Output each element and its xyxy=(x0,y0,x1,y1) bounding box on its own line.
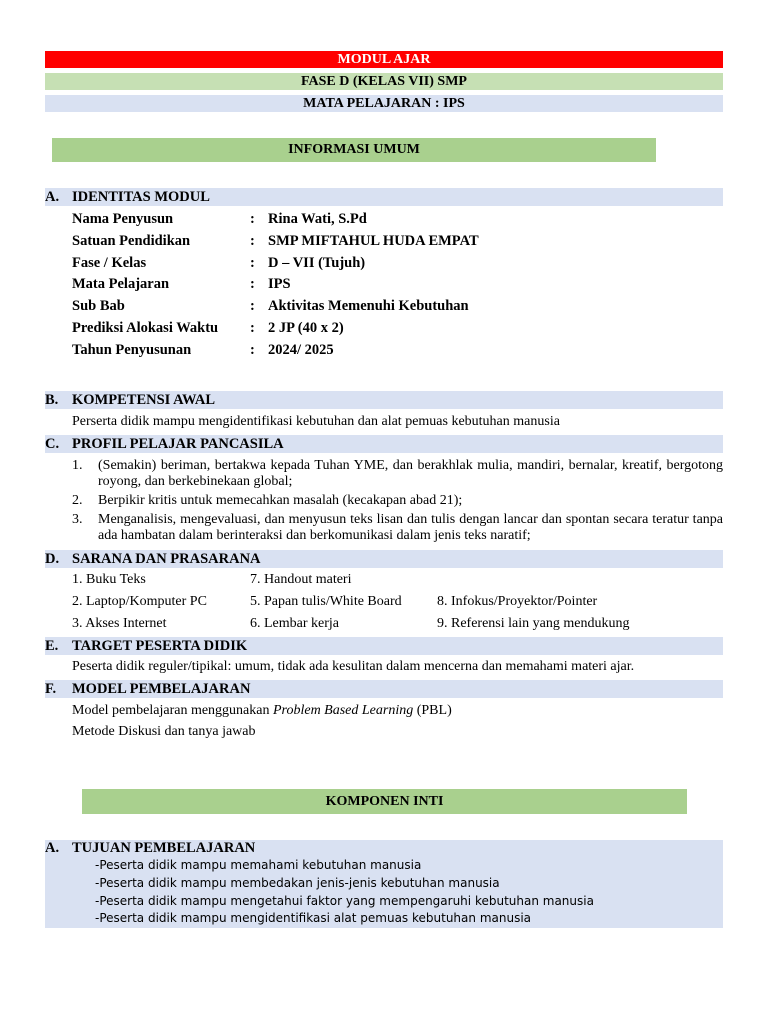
informasi-umum-heading: INFORMASI UMUM xyxy=(52,138,656,162)
sarana-item: 5. Papan tulis/White Board xyxy=(250,594,402,609)
section-title: KOMPETENSI AWAL xyxy=(72,392,216,408)
header-fase: FASE D (KELAS VII) SMP xyxy=(45,73,723,90)
tujuan-item: -Peserta didik mampu membedakan jenis-jenis kebutuhan manusia xyxy=(95,876,500,890)
identitas-label: Mata Pelajaran xyxy=(72,276,170,292)
profil-item-text: (Semakin) beriman, bertakwa kepada Tuhan YME, dan berakhlak mulia, mandiri, bernalar, kreatif, bergotong royong, dan berkebinekaan global; xyxy=(98,458,723,489)
tujuan-item: -Peserta didik mampu mengidentifikasi alat pemuas kebutuhan manusia xyxy=(95,911,532,925)
identitas-value: 2 JP (40 x 2) xyxy=(268,320,344,336)
section-title: PROFIL PELAJAR PANCASILA xyxy=(72,436,284,452)
section-profil-pelajar-pancasila xyxy=(45,435,723,453)
identitas-value: D – VII (Tujuh) xyxy=(268,255,366,271)
profil-item-number: 3. xyxy=(72,512,83,527)
sarana-item: 7. Handout materi xyxy=(250,572,352,587)
profil-item-text: Berpikir kritis untuk memecahkan masalah (kecakapan abad 21); xyxy=(98,493,463,508)
identitas-colon: : xyxy=(250,298,255,314)
tujuan-item: -Peserta didik mampu memahami kebutuhan manusia xyxy=(95,858,422,872)
target-peserta-didik-text: Peserta didik reguler/tipikal: umum, tidak ada kesulitan dalam mencerna dan memahami materi ajar. xyxy=(72,659,635,674)
identitas-value: IPS xyxy=(268,276,291,292)
section-title: TARGET PESERTA DIDIK xyxy=(72,638,248,654)
profil-item-number: 1. xyxy=(72,458,83,473)
identitas-value: 2024/ 2025 xyxy=(268,342,334,358)
section-sarana-prasarana xyxy=(45,550,723,568)
kompetensi-awal-text: Perserta didik mampu mengidentifikasi kebutuhan dan alat pemuas kebutuhan manusia xyxy=(72,414,560,429)
section-letter: A. xyxy=(45,189,60,205)
section-letter: C. xyxy=(45,436,60,452)
identitas-label: Nama Penyusun xyxy=(72,211,174,227)
model-text-post: (PBL) xyxy=(413,703,452,718)
section-kompetensi-awal xyxy=(45,391,723,409)
identitas-label: Prediksi Alokasi Waktu xyxy=(72,320,219,336)
header-mata-pelajaran: MATA PELAJARAN : IPS xyxy=(45,95,723,112)
section-letter: A. xyxy=(45,840,60,856)
identitas-colon: : xyxy=(250,211,255,227)
section-letter: B. xyxy=(45,392,59,408)
identitas-colon: : xyxy=(250,320,255,336)
section-letter: F. xyxy=(45,681,57,697)
model-text-italic: Problem Based Learning xyxy=(272,703,414,718)
identitas-colon: : xyxy=(250,255,255,271)
sarana-item: 9. Referensi lain yang mendukung xyxy=(437,616,630,631)
identitas-colon: : xyxy=(250,342,255,358)
identitas-label: Sub Bab xyxy=(72,298,125,314)
section-title: SARANA DAN PRASARANA xyxy=(72,551,261,567)
profil-item-number: 2. xyxy=(72,493,83,508)
model-text-pre: Model pembelajaran menggunakan xyxy=(72,703,273,718)
tujuan-item: -Peserta didik mampu mengetahui faktor yang mempengaruhi kebutuhan manusia xyxy=(95,894,594,908)
sarana-item: 3. Akses Internet xyxy=(72,616,167,631)
model-pembelajaran-line-2: Metode Diskusi dan tanya jawab xyxy=(72,724,256,739)
section-tujuan-pembelajaran xyxy=(45,839,723,857)
identitas-value: Aktivitas Memenuhi Kebutuhan xyxy=(268,298,469,314)
model-pembelajaran-line-1 xyxy=(72,702,452,720)
section-title: IDENTITAS MODUL xyxy=(72,189,210,205)
profil-item-text: Menganalisis, mengevaluasi, dan menyusun teks lisan dan tulis dengan lancar dan spontan secara teratur tanpa ada hambatan dalam berinteraksi dan berkomunikasi dalam jenis teks naratif; xyxy=(98,512,723,543)
identitas-label: Satuan Pendidikan xyxy=(72,233,191,249)
section-target-peserta-didik xyxy=(45,637,723,655)
section-identitas-modul xyxy=(45,188,723,206)
sarana-item: 1. Buku Teks xyxy=(72,572,146,587)
section-letter: D. xyxy=(45,551,60,567)
section-title: MODEL PEMBELAJARAN xyxy=(72,681,251,697)
header-modul-ajar: MODUL AJAR xyxy=(45,51,723,68)
identitas-label: Tahun Penyusunan xyxy=(72,342,192,358)
komponen-inti-heading: KOMPONEN INTI xyxy=(82,789,687,814)
identitas-colon: : xyxy=(250,233,255,249)
sarana-item: 2. Laptop/Komputer PC xyxy=(72,594,207,609)
identitas-value: SMP MIFTAHUL HUDA EMPAT xyxy=(268,233,479,249)
identitas-value: Rina Wati, S.Pd xyxy=(268,211,367,227)
section-model-pembelajaran xyxy=(45,680,723,698)
sarana-item: 6. Lembar kerja xyxy=(250,616,340,631)
identitas-label: Fase / Kelas xyxy=(72,255,147,271)
section-title: TUJUAN PEMBELAJARAN xyxy=(72,840,256,856)
section-letter: E. xyxy=(45,638,59,654)
sarana-item: 8. Infokus/Proyektor/Pointer xyxy=(437,594,598,609)
identitas-colon: : xyxy=(250,276,255,292)
